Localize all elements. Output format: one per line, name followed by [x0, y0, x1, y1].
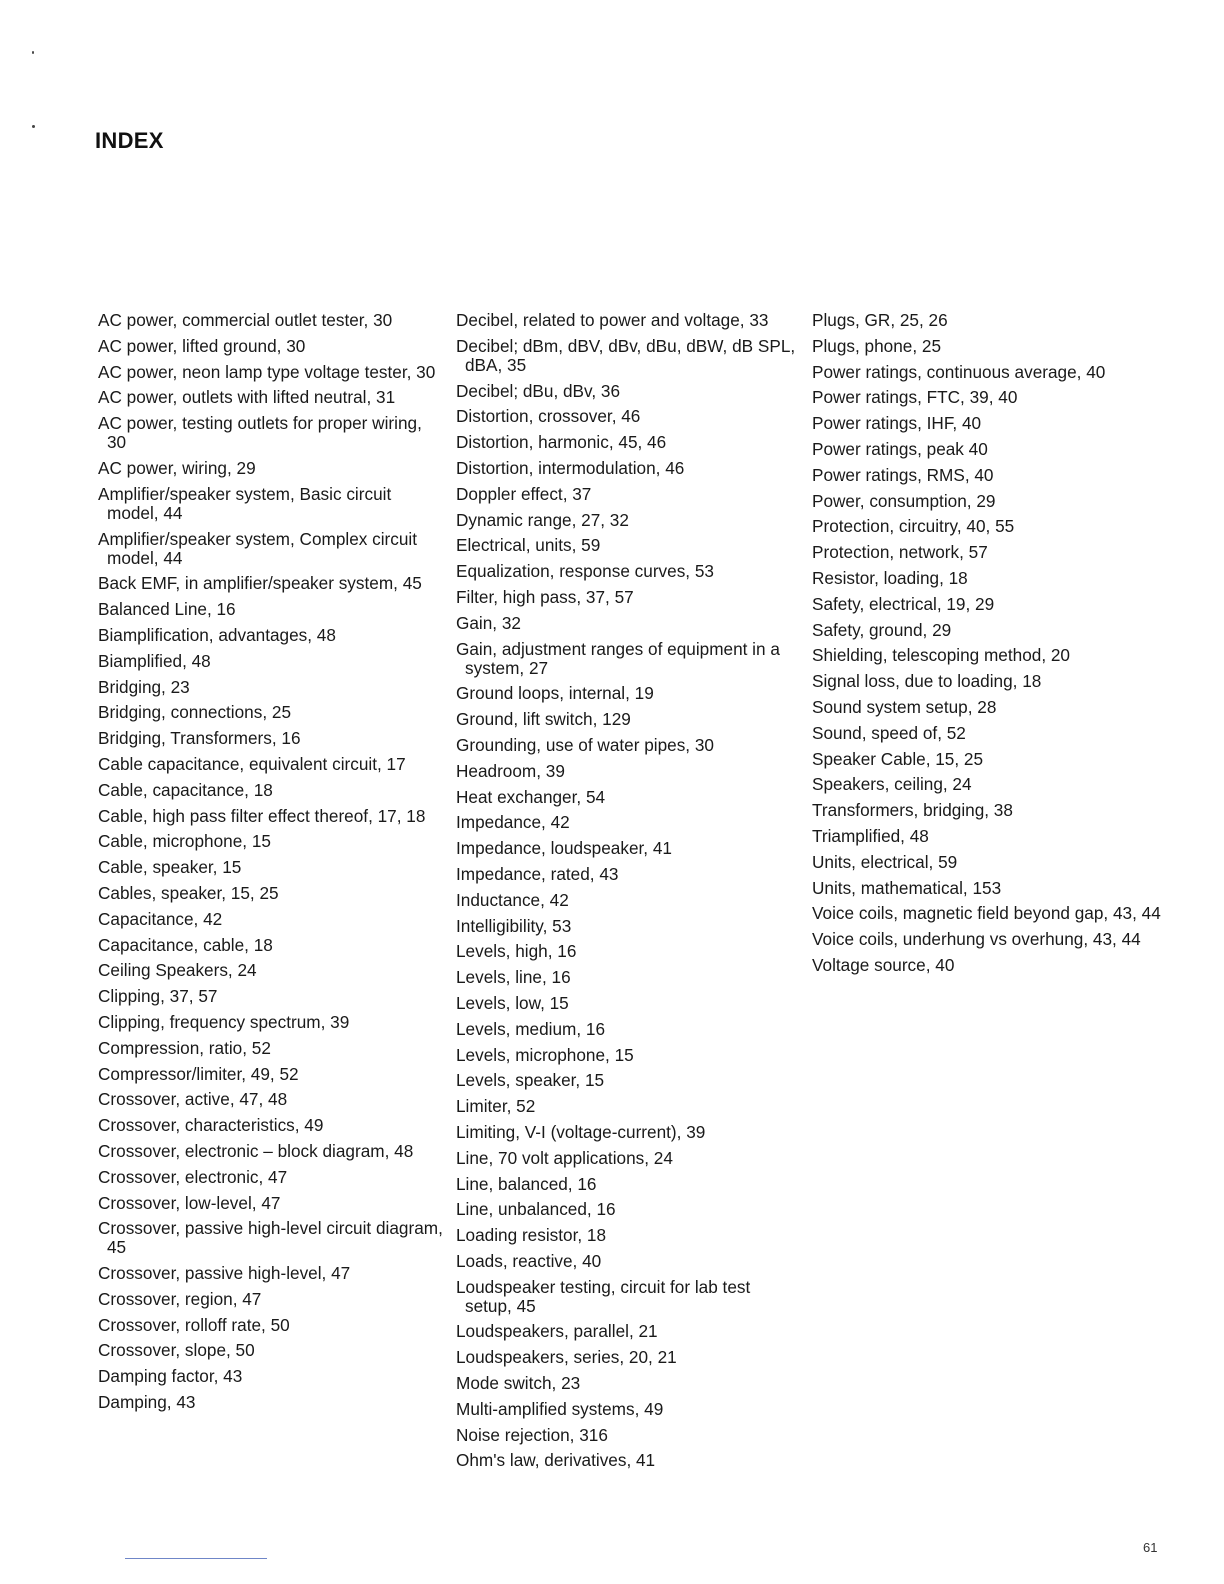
- index-entry: Mode switch, 23: [456, 1373, 581, 1394]
- index-entry: Speaker Cable, 15, 25: [812, 748, 984, 769]
- index-entry: Power ratings, RMS, 40: [812, 464, 994, 485]
- index-entry: Power, consumption, 29: [812, 490, 996, 511]
- index-entry: Decibel; dBm, dBV, dBv, dBu, dBW, dB SPL, dBA, 35: [456, 335, 796, 375]
- index-entry: Compression, ratio, 52: [98, 1037, 271, 1058]
- index-entry: Ground, lift switch, 129: [456, 709, 631, 730]
- index-entry: Safety, ground, 29: [812, 619, 952, 640]
- index-column-1: [98, 311, 443, 1419]
- index-entry: Units, mathematical, 153: [812, 877, 1002, 898]
- index-entry: Bridging, 23: [98, 676, 190, 697]
- index-entry: Crossover, passive high-level, 47: [98, 1263, 351, 1284]
- index-entry: Distortion, intermodulation, 46: [456, 457, 685, 478]
- index-entry: Balanced Line, 16: [98, 599, 236, 620]
- index-entry: Distortion, harmonic, 45, 46: [456, 432, 667, 453]
- index-entry: AC power, outlets with lifted neutral, 31: [98, 387, 396, 408]
- index-entry: Intelligibility, 53: [456, 915, 572, 936]
- index-entry: Grounding, use of water pipes, 30: [456, 734, 714, 755]
- index-entry: Triamplified, 48: [812, 825, 929, 846]
- index-entry: Ceiling Speakers, 24: [98, 960, 257, 981]
- index-entry: Levels, medium, 16: [456, 1018, 606, 1039]
- index-entry: Impedance, 42: [456, 812, 570, 833]
- index-entry: Levels, microphone, 15: [456, 1044, 634, 1065]
- index-entry: Voltage source, 40: [812, 954, 955, 975]
- index-entry: Decibel; dBu, dBv, 36: [456, 380, 621, 401]
- index-entry: Impedance, rated, 43: [456, 863, 619, 884]
- index-entry: Dynamic range, 27, 32: [456, 509, 629, 530]
- index-entry: Clipping, frequency spectrum, 39: [98, 1011, 350, 1032]
- index-entry: Biamplification, advantages, 48: [98, 624, 336, 645]
- index-entry: AC power, wiring, 29: [98, 457, 256, 478]
- index-column-3: [812, 311, 1172, 982]
- index-entry: Shielding, telescoping method, 20: [812, 645, 1070, 666]
- index-entry: Power ratings, continuous average, 40: [812, 361, 1106, 382]
- index-entry: Units, electrical, 59: [812, 851, 958, 872]
- index-entry: Compressor/limiter, 49, 52: [98, 1063, 299, 1084]
- index-entry: Signal loss, due to loading, 18: [812, 671, 1042, 692]
- index-entry: Protection, circuitry, 40, 55: [812, 516, 1015, 537]
- index-entry: Sound system setup, 28: [812, 696, 997, 717]
- page-number: 61: [1143, 1540, 1158, 1555]
- index-entry: Capacitance, cable, 18: [98, 934, 273, 955]
- index-entry: Cable capacitance, equivalent circuit, 17: [98, 753, 406, 774]
- index-entry: Decibel, related to power and voltage, 33: [456, 310, 769, 330]
- index-entry: Voice coils, magnetic field beyond gap, 43, 44: [812, 903, 1161, 924]
- index-entry: Crossover, passive high-level circuit diagram, 45: [98, 1218, 443, 1258]
- index-entry: Safety, electrical, 19, 29: [812, 593, 995, 614]
- index-entry: Voice coils, underhung vs overhung, 43, 44: [812, 929, 1141, 950]
- index-entry: Electrical, units, 59: [456, 535, 601, 556]
- index-entry: AC power, lifted ground, 30: [98, 335, 306, 356]
- index-entry: Damping, 43: [98, 1392, 196, 1413]
- index-entry: Cable, capacitance, 18: [98, 779, 273, 800]
- index-entry: Distortion, crossover, 46: [456, 406, 641, 427]
- index-entry: Cable, high pass filter effect thereof, 17, 18: [98, 805, 426, 826]
- index-entry: Ground loops, internal, 19: [456, 683, 654, 704]
- index-entry: Damping factor, 43: [98, 1366, 243, 1387]
- index-entry: Crossover, electronic – block diagram, 48: [98, 1140, 414, 1161]
- index-entry: Loudspeaker testing, circuit for lab test setup, 45: [456, 1276, 751, 1316]
- index-entry: Headroom, 39: [456, 760, 565, 781]
- index-entry: Biamplified, 48: [98, 650, 211, 671]
- index-entry: Ohm's law, derivatives, 41: [456, 1450, 656, 1471]
- index-entry: Protection, network, 57: [812, 542, 988, 563]
- index-entry: Doppler effect, 37: [456, 483, 592, 504]
- index-entry: Plugs, GR, 25, 26: [812, 310, 948, 330]
- index-entry: Loudspeakers, parallel, 21: [456, 1321, 658, 1342]
- index-entry: Line, balanced, 16: [456, 1173, 597, 1194]
- index-entry: Speakers, ceiling, 24: [812, 774, 972, 795]
- index-entry: Cables, speaker, 15, 25: [98, 882, 279, 903]
- index-entry: Bridging, connections, 25: [98, 702, 292, 723]
- index-entry: Loads, reactive, 40: [456, 1250, 602, 1271]
- scan-speck-title: [32, 125, 35, 128]
- index-entry: Filter, high pass, 37, 57: [456, 586, 634, 607]
- index-entry: Sound, speed of, 52: [812, 722, 966, 743]
- index-entry: AC power, commercial outlet tester, 30: [98, 310, 393, 330]
- index-entry: Line, unbalanced, 16: [456, 1199, 616, 1220]
- index-column-2: [456, 311, 801, 1477]
- index-entry: Power ratings, FTC, 39, 40: [812, 387, 1018, 408]
- index-entry: Plugs, phone, 25: [812, 335, 942, 356]
- index-entry: Crossover, slope, 50: [98, 1340, 255, 1361]
- index-entry: Noise rejection, 316: [456, 1424, 608, 1445]
- index-entry: Levels, high, 16: [456, 941, 577, 962]
- index-entry: Equalization, response curves, 53: [456, 561, 714, 582]
- index-entry: Crossover, region, 47: [98, 1288, 262, 1309]
- page-title: INDEX: [95, 127, 164, 153]
- index-entry: Cable, speaker, 15: [98, 857, 242, 878]
- index-entry: Bridging, Transformers, 16: [98, 728, 301, 749]
- index-entry: Power ratings, peak 40: [812, 438, 988, 459]
- footer-rule: [125, 1558, 267, 1559]
- index-entry: Heat exchanger, 54: [456, 786, 606, 807]
- index-entry: Crossover, rolloff rate, 50: [98, 1314, 290, 1335]
- index-entry: Limiter, 52: [456, 1096, 536, 1117]
- index-entry: Transformers, bridging, 38: [812, 800, 1013, 821]
- index-entry: Line, 70 volt applications, 24: [456, 1147, 673, 1168]
- index-entry: Crossover, active, 47, 48: [98, 1089, 288, 1110]
- index-entry: Levels, line, 16: [456, 967, 571, 988]
- index-entry: Inductance, 42: [456, 889, 569, 910]
- index-entry: Resistor, loading, 18: [812, 567, 968, 588]
- index-entry: AC power, testing outlets for proper wiring, 30: [98, 413, 422, 453]
- index-entry: Clipping, 37, 57: [98, 986, 218, 1007]
- scan-speck-top: [32, 51, 34, 54]
- index-entry: Power ratings, IHF, 40: [812, 413, 982, 434]
- index-entry: Crossover, electronic, 47: [98, 1166, 288, 1187]
- index-entry: Capacitance, 42: [98, 908, 223, 929]
- index-entry: Multi-amplified systems, 49: [456, 1398, 664, 1419]
- index-entry: Levels, low, 15: [456, 992, 569, 1013]
- index-entry: Gain, adjustment ranges of equipment in a system, 27: [456, 638, 780, 678]
- index-entry: Amplifier/speaker system, Basic circuit model, 44: [98, 483, 392, 523]
- index-entry: Gain, 32: [456, 612, 521, 633]
- index-entry: Loading resistor, 18: [456, 1225, 607, 1246]
- index-entry: Impedance, loudspeaker, 41: [456, 838, 672, 859]
- index-entry: Limiting, V-I (voltage-current), 39: [456, 1121, 706, 1142]
- index-entry: Crossover, characteristics, 49: [98, 1115, 324, 1136]
- index-entry: AC power, neon lamp type voltage tester, 30: [98, 361, 436, 382]
- index-entry: Loudspeakers, series, 20, 21: [456, 1347, 677, 1368]
- index-entry: Amplifier/speaker system, Complex circuit model, 44: [98, 528, 418, 568]
- index-entry: Crossover, low-level, 47: [98, 1192, 281, 1213]
- index-entry: Cable, microphone, 15: [98, 831, 271, 852]
- index-entry: Levels, speaker, 15: [456, 1070, 605, 1091]
- index-entry: Back EMF, in amplifier/speaker system, 45: [98, 573, 422, 594]
